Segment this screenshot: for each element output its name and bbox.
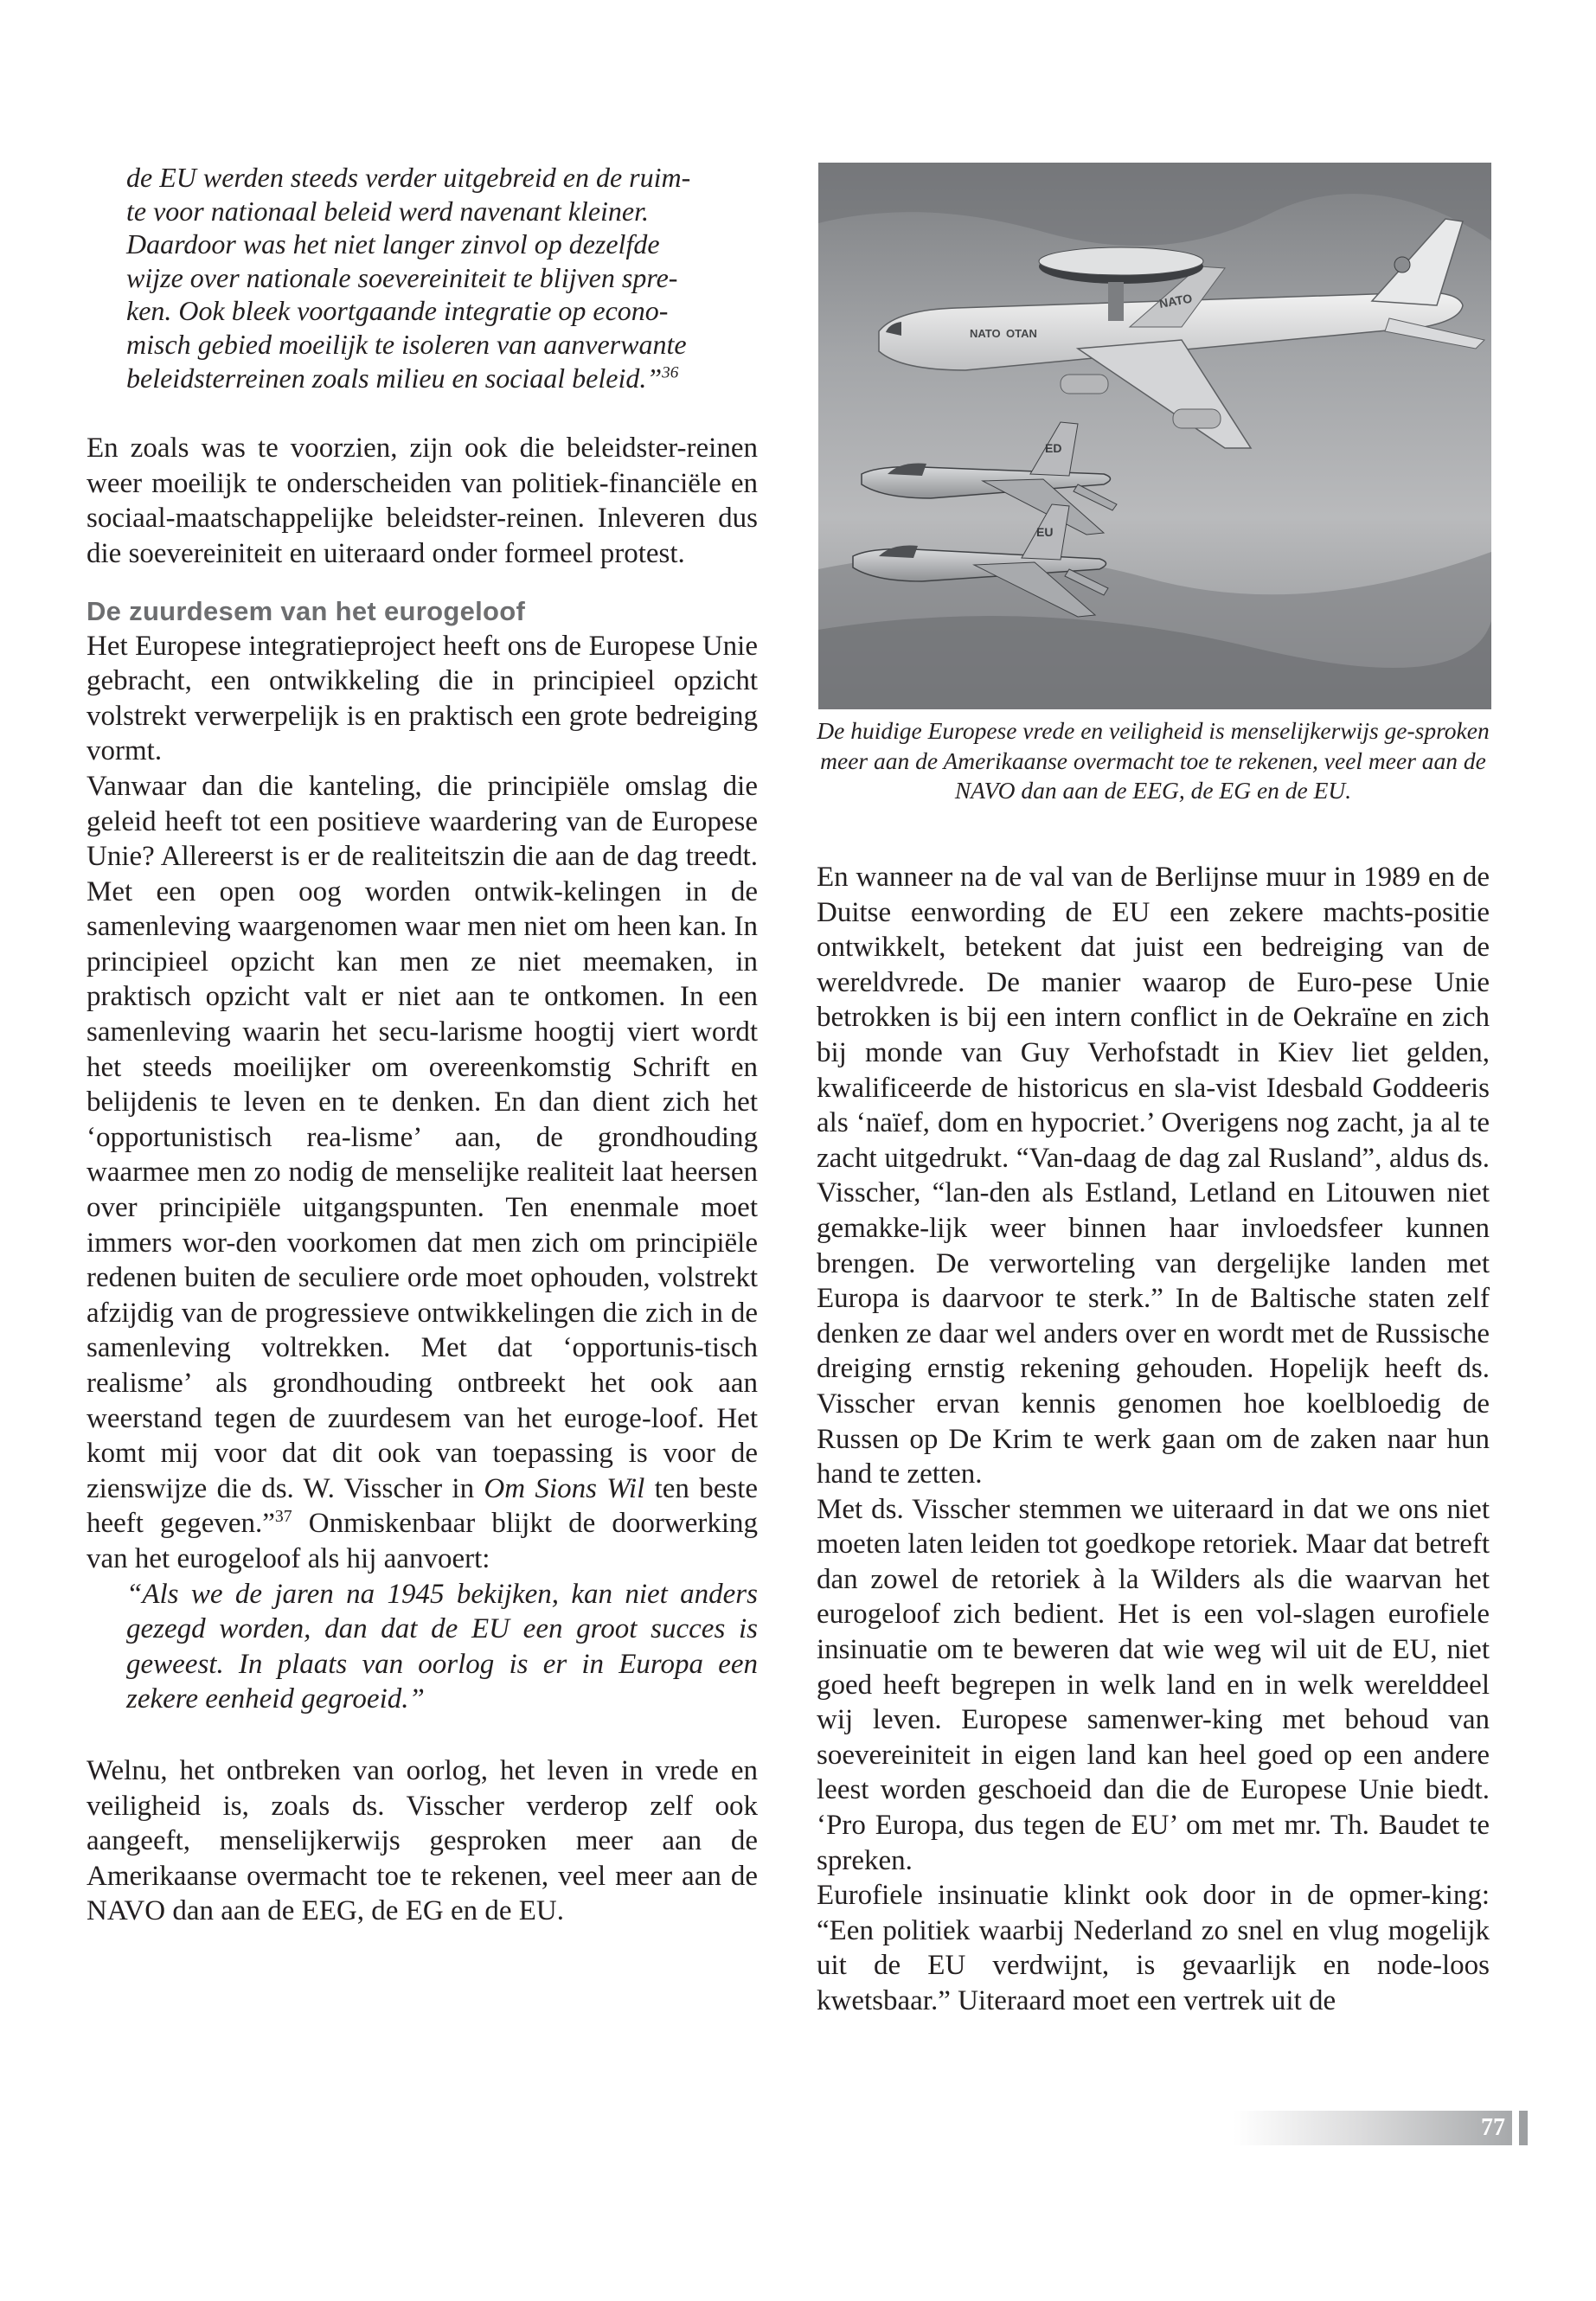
publication-title: Om Sions Wil: [484, 1472, 645, 1504]
page-number-bar: [1234, 2111, 1512, 2145]
block-quote-1: [87, 161, 758, 394]
awacs-f16-photo: [818, 163, 1491, 709]
paragraph: Welnu, het ontbreken van oorlog, het leven in vrede en veiligheid is, zoals ds. Visscher verderop zelf ook aangeeft, menselijkerwijs gesproken meer aan de Amerikaanse overmacht toe te rekenen, veel meer aan de NAVO dan aan de EEG, de EG en de EU.: [87, 1754, 758, 1927]
photo-caption: De huidige Europese vrede en veiligheid is menselijkerwijs ge-sproken meer aan de Amerikaanse overmacht toe te rekenen, veel meer aan de NAVO dan aan de EEG, de EG en de EU.: [817, 717, 1490, 804]
awacs-marking: NATO: [970, 327, 1001, 340]
quote-line: ken. Ook bleek voortgaande integratie op econo-: [126, 295, 669, 327]
jet-tail-code: ED: [1045, 441, 1062, 455]
quote-line-last: [126, 362, 758, 395]
quote-line: wijze over nationale soevereiniteit te blijven spre-: [126, 261, 678, 293]
page-number: 77: [1481, 2114, 1505, 2141]
quote-line: Daardoor was het niet langer zinvol op dezelfde: [126, 228, 660, 260]
page-edge-tab: [1519, 2111, 1528, 2145]
section-heading: De zuurdesem van het eurogeloof: [87, 595, 526, 626]
footnote-ref: 36: [662, 362, 679, 381]
paragraph: [87, 769, 758, 1577]
quote-line: misch gebied moeilijk te isoleren van aanverwante: [126, 328, 687, 360]
paragraph-text: ten beste heeft gegeven.”: [87, 1472, 759, 1540]
paragraph: Eurofiele insinuatie klinkt ook door in de opmer-king: “Een politiek waarbij Nederland zo snel en vlug mogelijk uit de EU verdwijnt, is gevaarlijk en node-loos kwetsbaar.” Uiteraard moet een vertrek uit de: [817, 1880, 1490, 2016]
paragraph-text: Onmiskenbaar blijkt de doorwerking van het eurogeloof als hij aanvoert:: [87, 1508, 758, 1574]
footnote-ref: 37: [274, 1507, 292, 1527]
quote-line: de EU werden steeds verder uitgebreid en de ruim-: [126, 162, 691, 193]
quote-line: te voor nationaal beleid werd navenant kleiner.: [126, 195, 650, 227]
block-quote-2: “Als we de jaren na 1945 bekijken, kan niet anders gezegd worden, dan dat de EU een groot succes is geweest. In plaats van oorlog is er in Europa een zekere eenheid gegroeid.”: [126, 1578, 758, 1715]
paragraph: En wanneer na de val van de Berlijnse muur in 1989 en de Duitse eenwording de EU een zekere machts-positie ontwikkelt, betekent dat juist een bedreiging van de wereldvrede. De manier waarop de Euro-pese Unie betrokken is bij een intern conflict in de Oekraïne en zich bij monde van Guy Verhofstadt in Kiev liet gelden, kwalificeerde de historicus en sla-vist Idesbald Goddeeris als ‘naïef, dom en hypocriet.’ Overigens nog zacht, ja al te zacht uitgedrukt. “Van-daag de dag zal Rusland”, aldus ds. Visscher, “lan-den als Estland, Letland en Litouwen niet gemakke-lijk weer binnen haar invloedsfeer kunnen brengen. De verworteling van dergelijke landen met Europa is daarvoor te sterk.” In de Baltische staten zelf denken ze daar wel anders over en wordt met de Russische dreiging ernstig rekening gehouden. Hopelijk heeft ds. Visscher ervan kennis genomen hoe koelbloedig de Russen op De Krim te werk gaan om de zaken naar hun hand te zetten.: [817, 862, 1490, 1490]
paragraph: Het Europese integratieproject heeft ons de Europese Unie gebracht, een ontwikkeling die in principieel opzicht volstrekt verwerpelijk is en praktisch een grote bedreiging vormt.: [87, 630, 758, 767]
awacs-marking: NATO: [1157, 291, 1194, 311]
left-column: [87, 161, 758, 1929]
jet-tail-code: EU: [1036, 525, 1054, 539]
quote-line: beleidsterreinen zoals milieu en sociaal beleid.”: [126, 362, 663, 394]
right-column: [817, 860, 1490, 2019]
awacs-marking: OTAN: [1006, 327, 1037, 340]
paragraph: En zoals was te voorzien, zijn ook die beleidster-reinen weer moeilijk te onderscheiden van politiek-financiële en sociaal-maatschappelijke beleidster-reinen. Inleveren dus die soevereiniteit en uiteraard onder formeel protest.: [87, 433, 758, 569]
paragraph-text: Vanwaar dan die kanteling, die principiële omslag die geleid heeft tot een positieve waardering van de Europese Unie? Allereerst is er de realiteitszin die aan de dag treedt. Met een open oog worden ontwik-kelingen in de samenleving waargenomen waar men niet om heen kan. In principieel opzicht kan men ze niet meemaken, in praktisch opzicht valt er niet aan te ontkomen. In een samenleving waarin het secu-larisme hoogtij viert wordt het steeds moeilijker om overeenkomstig Schrift en belijdenis te leven en te denken. En dan dient zich het ‘opportunistisch rea-lisme’ aan, de grondhouding waarmee men zo nodig de menselijke realiteit laat heersen over principiële uitgangspunten. Ten enenmale moet immers wor-den voorkomen dat men zich om principiële redenen buiten de seculiere orde moet ophouden, volstrekt afzijdig van de progressieve ontwikkelingen die zich in de samenleving voltrekken. Met dat ‘opportunis-tisch realisme’ als grondhouding ontbreekt het ook aan weerstand tegen de zuurdesem van het euroge-loof. Het komt mij voor dat dit ook van toepassing is voor de zienswijze die ds. W. Visscher in: [87, 770, 758, 1504]
paragraph: Met ds. Visscher stemmen we uiteraard in dat we ons niet moeten laten leiden tot goedkope retoriek. Maar dat betreft dan zowel de retoriek à la Wilders als die waarvan het eurogeloof zich bedient. Het is een vol-slagen eurofiele insinuatie om te beweren dat wie weg wil uit de EU, niet goed heeft begrepen in welk land en in welk werelddeel wij leven. Europese samenwer-king met behoud van soevereiniteit in eigen land kan heel goed op een andere leest worden geschoeid dan die de Europese Unie biedt. ‘Pro Europa, dus tegen de EU’ om met mr. Th. Baudet te spreken.: [817, 1493, 1490, 1876]
aircraft-illustration: [818, 163, 1491, 709]
